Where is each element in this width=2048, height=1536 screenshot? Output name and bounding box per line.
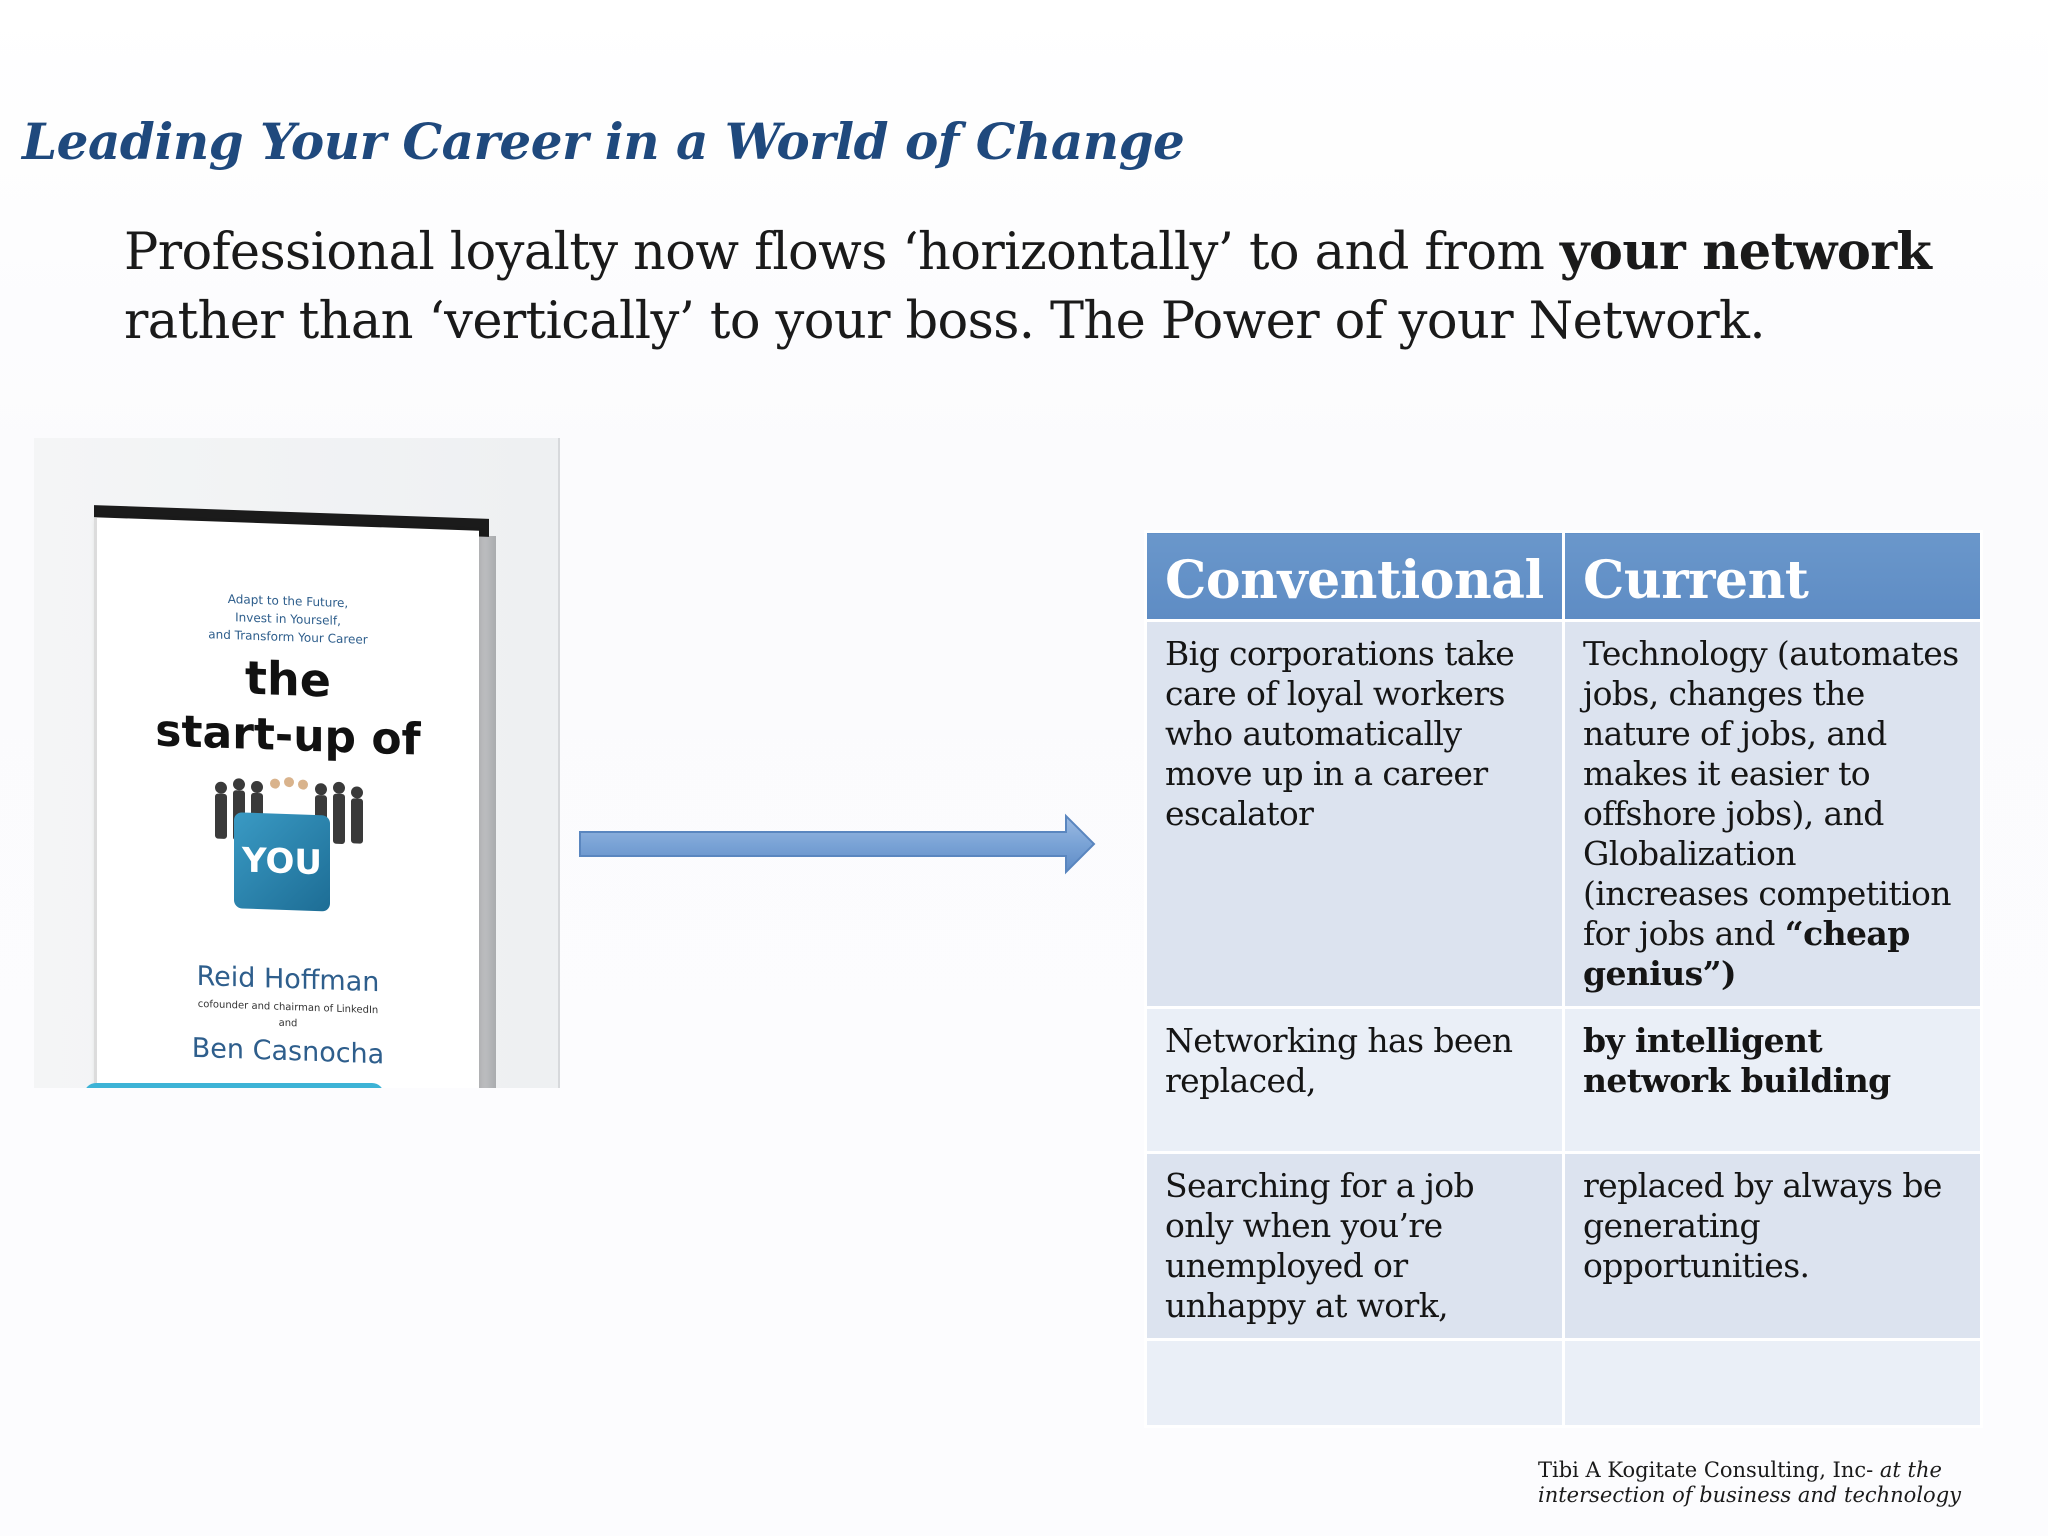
book-author-2: Ben Casnocha xyxy=(191,1032,385,1071)
header-current: Current xyxy=(1564,532,1982,621)
footer-company: Tibi A Kogitate Consulting, Inc- xyxy=(1538,1458,1874,1482)
table-row xyxy=(1146,621,1982,1008)
slide-subtitle xyxy=(124,218,2024,356)
subtitle-text-1: Professional loyalty now flows ‘horizontally’ to and from xyxy=(124,223,1560,282)
header-conventional: Conventional xyxy=(1146,532,1564,621)
book-front-cover xyxy=(94,517,479,1088)
cell-current-text: Technology (automates jobs, changes the nature of jobs, and makes it easier to offshore jobs), and Globalization (increases competition for jobs and xyxy=(1583,634,1959,953)
right-arrow-icon xyxy=(578,812,1098,876)
table-row xyxy=(1146,1340,1982,1427)
cell-current xyxy=(1564,1008,1982,1153)
footer-tagline-2: intersection of business and technology xyxy=(1538,1483,1961,1507)
footer-tagline-1: at the xyxy=(1873,1458,1942,1482)
book-tagline: Adapt to the Future, Invest in Yourself, and Transform Your Career xyxy=(208,591,368,647)
cell-conventional xyxy=(1146,1340,1564,1427)
subtitle-emphasis: your network xyxy=(1559,222,1932,282)
cell-conventional: Searching for a job only when you’re unemployed or unhappy at work, xyxy=(1146,1153,1564,1340)
cell-current-emphasis: “cheap genius”) xyxy=(1583,914,1910,993)
cell-current-emphasis: by intelligent network building xyxy=(1583,1021,1891,1100)
table-header-row xyxy=(1146,532,1982,621)
comparison-table xyxy=(1144,530,1983,1428)
book-you-badge: YOU xyxy=(234,812,330,911)
book-bottom-band xyxy=(84,1083,384,1088)
table-row xyxy=(1146,1008,1982,1153)
book-title-startup: start-up of xyxy=(155,705,421,766)
book-author-1-role: cofounder and chairman of LinkedIn xyxy=(197,998,379,1017)
cell-current xyxy=(1564,1340,1982,1427)
table-row xyxy=(1146,1153,1982,1340)
cell-conventional: Networking has been replaced, xyxy=(1146,1008,1564,1153)
slide-title: Leading Your Career in a World of Change xyxy=(22,112,1185,171)
footer-attribution xyxy=(1538,1458,1961,1508)
cell-current xyxy=(1564,621,1982,1008)
book-author-1: Reid Hoffman xyxy=(196,960,380,999)
cell-conventional: Big corporations take care of loyal workers who automatically move up in a career escalator xyxy=(1146,621,1564,1008)
subtitle-text-2: rather than ‘vertically’ to your boss. The Power of your Network. xyxy=(124,292,1765,351)
book-and: and xyxy=(278,1017,298,1030)
cell-current: replaced by always be generating opportunities. xyxy=(1564,1153,1982,1340)
book-cover-image xyxy=(34,438,560,1088)
book-title-the: the xyxy=(245,650,331,708)
